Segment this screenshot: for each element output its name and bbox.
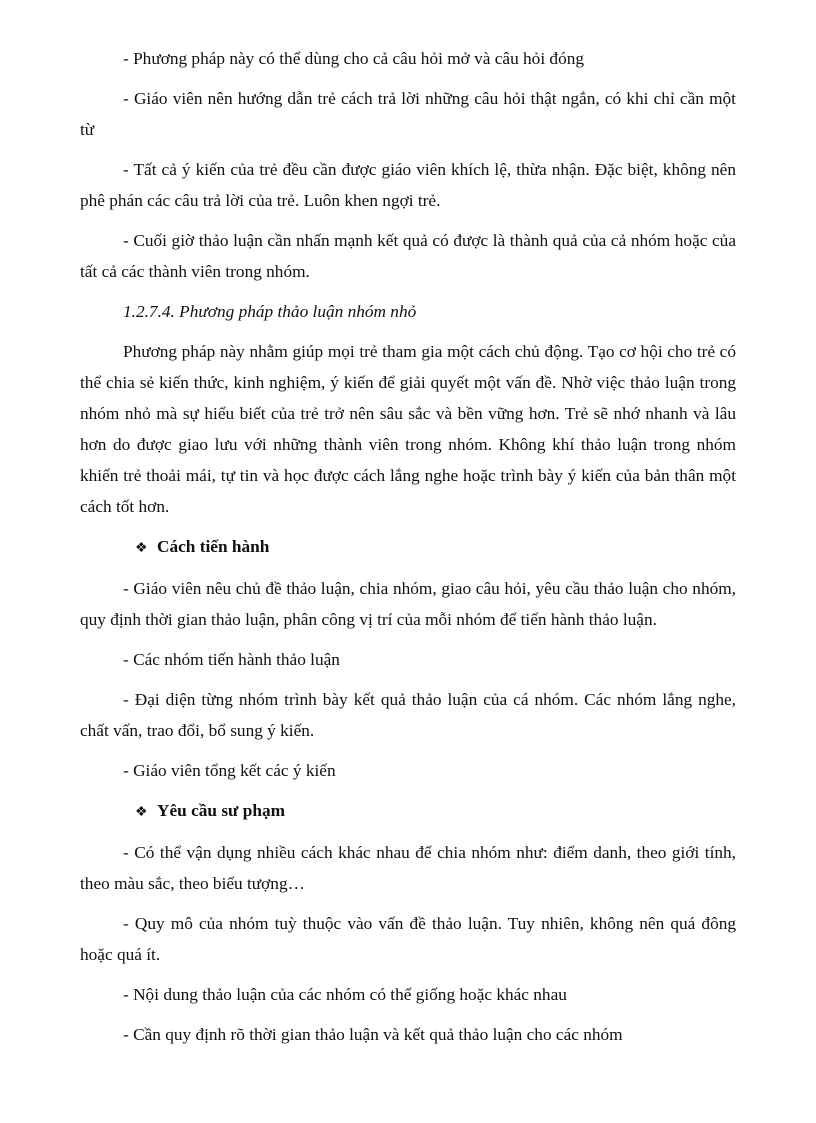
paragraph-teacher-sets-topic: - Giáo viên nêu chủ đề thảo luận, chia nhóm, giao câu hỏi, yêu cầu thảo luận cho nhóm, quy định thời gian thảo luận, phân công vị trí của mỗi nhóm để tiến hành thảo luận.: [80, 579, 736, 629]
paragraph-grouping-methods: - Có thể vận dụng nhiều cách khác nhau để chia nhóm như: điểm danh, theo giới tính, theo màu sắc, theo biểu tượng…: [80, 843, 736, 893]
section-heading-small-group-discussion: 1.2.7.4. Phương pháp thảo luận nhóm nhỏ: [123, 302, 417, 321]
diamond-bullet-icon: ❖: [135, 541, 148, 556]
diamond-bullet-icon: ❖: [135, 805, 148, 820]
paragraph-open-closed-questions: - Phương pháp này có thể dùng cho cả câu hỏi mở và câu hỏi đóng: [123, 49, 584, 68]
paragraph-discussion-content: - Nội dung thảo luận của các nhóm có thể giống hoặc khác nhau: [123, 985, 567, 1004]
paragraph-group-result: - Cuối giờ thảo luận cần nhấn mạnh kết quả có được là thành quả của cả nhóm hoặc của tất cả các thành viên trong nhóm.: [80, 231, 736, 281]
paragraph-representatives-present: - Đại diện từng nhóm trình bày kết quả thảo luận của cá nhóm. Các nhóm lắng nghe, chất vấn, trao đổi, bổ sung ý kiến.: [80, 690, 736, 740]
paragraph-group-size: - Quy mô của nhóm tuỳ thuộc vào vấn đề thảo luận. Tuy nhiên, không nên quá đông hoặc quá ít.: [80, 914, 736, 964]
heading-pedagogical-requirements-label: Yêu cầu sư phạm: [157, 801, 285, 820]
paragraph-teacher-summarizes: - Giáo viên tổng kết các ý kiến: [123, 761, 336, 780]
paragraph-encourage-opinions: - Tất cả ý kiến của trẻ đều cần được giáo viên khích lệ, thừa nhận. Đặc biệt, không nên phê phán các câu trả lời của trẻ. Luôn khen ngợi trẻ.: [80, 160, 736, 210]
paragraph-groups-discuss: - Các nhóm tiến hành thảo luận: [123, 650, 340, 669]
heading-procedure-label: Cách tiến hành: [157, 537, 270, 556]
paragraph-short-answers: - Giáo viên nên hướng dẫn trẻ cách trả lời những câu hỏi thật ngắn, có khi chỉ cần một từ: [80, 89, 736, 139]
heading-procedure: [80, 531, 736, 564]
paragraph-time-and-results: - Cần quy định rõ thời gian thảo luận và kết quả thảo luận cho các nhóm: [123, 1025, 623, 1044]
heading-pedagogical-requirements: [80, 795, 736, 828]
paragraph-method-description: Phương pháp này nhằm giúp mọi trẻ tham gia một cách chủ động. Tạo cơ hội cho trẻ có thể chia sẻ kiến thức, kinh nghiệm, ý kiến để giải quyết một vấn đề. Nhờ việc thảo luận trong nhóm nhỏ mà sự hiểu biết của trẻ trở nên sâu sắc và bền vững hơn. Trẻ sẽ nhớ nhanh và lâu hơn do được giao lưu với những thành viên trong nhóm. Không khí thảo luận trong nhóm khiến trẻ thoải mái, tự tin và học được cách lắng nghe hoặc trình bày ý kiến của bản thân một cách tốt hơn.: [80, 342, 736, 516]
